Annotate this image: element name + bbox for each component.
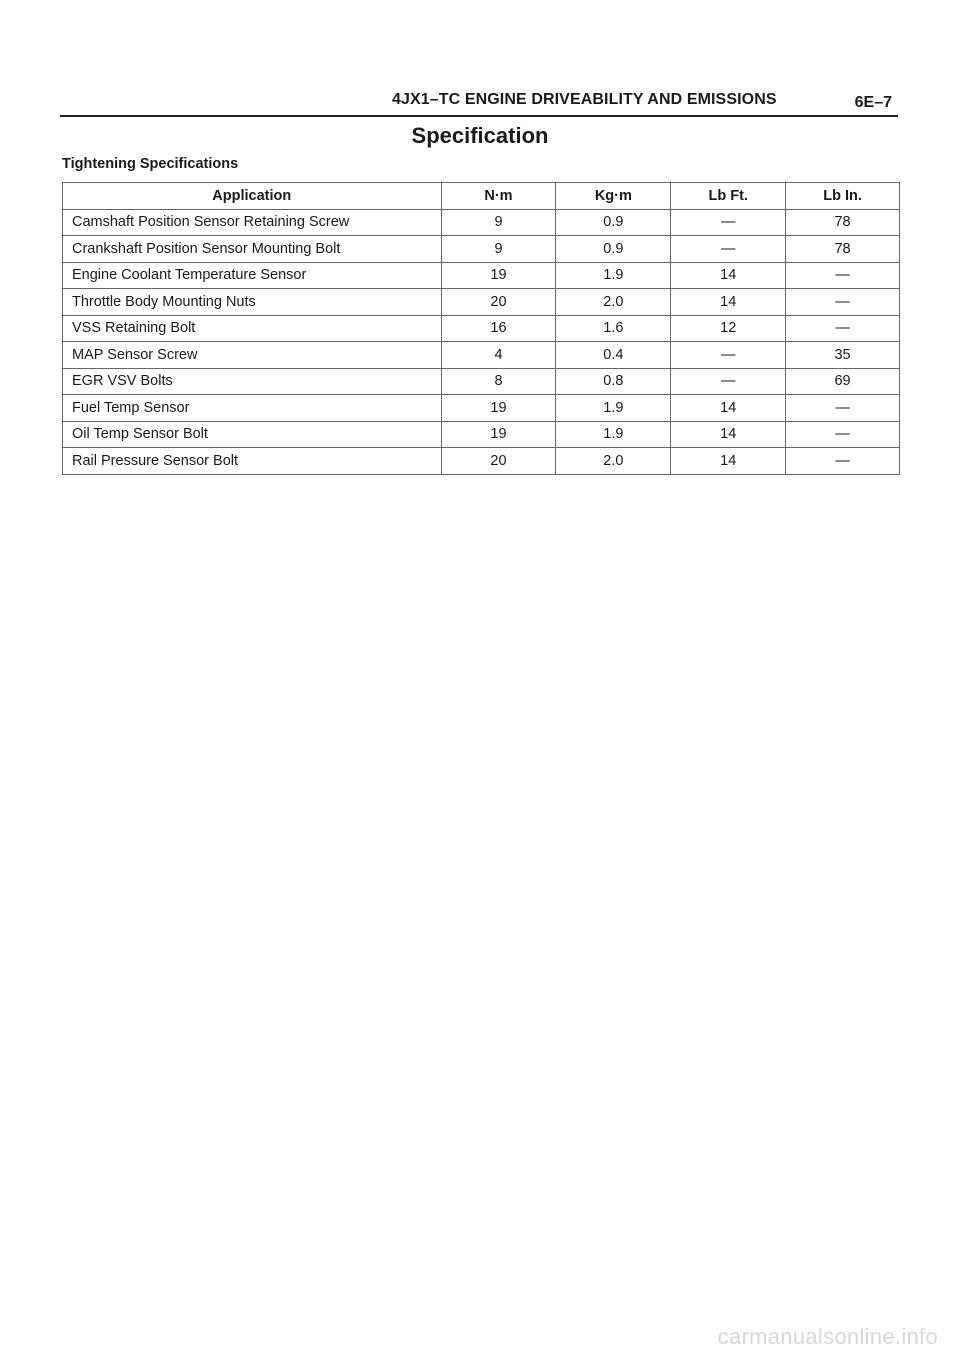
cell-application: Fuel Temp Sensor xyxy=(63,395,442,422)
running-title: 4JX1–TC ENGINE DRIVEABILITY AND EMISSIONS xyxy=(392,91,777,108)
cell-kgm: 0.8 xyxy=(556,368,671,395)
cell-application: VSS Retaining Bolt xyxy=(63,315,442,342)
table-row xyxy=(63,342,900,369)
cell-kgm: 0.9 xyxy=(556,236,671,263)
table-row xyxy=(63,315,900,342)
section-title: Specification xyxy=(411,123,549,148)
cell-application: Crankshaft Position Sensor Mounting Bolt xyxy=(63,236,442,263)
column-header-lb-ft: Lb Ft. xyxy=(671,183,786,210)
table-row xyxy=(63,395,900,422)
table-row xyxy=(63,289,900,316)
column-header-kgm: Kg·m xyxy=(556,183,671,210)
cell-lb-in: — xyxy=(786,448,900,475)
cell-lb-in: — xyxy=(786,421,900,448)
cell-lb-ft: 12 xyxy=(671,315,786,342)
cell-kgm: 1.9 xyxy=(556,421,671,448)
cell-kgm: 0.9 xyxy=(556,209,671,236)
cell-nm: 8 xyxy=(441,368,556,395)
cell-nm: 19 xyxy=(441,262,556,289)
cell-lb-in: 69 xyxy=(786,368,900,395)
page-number: 6E–7 xyxy=(854,94,892,111)
cell-application: MAP Sensor Screw xyxy=(63,342,442,369)
cell-lb-ft: — xyxy=(671,368,786,395)
cell-lb-ft: 14 xyxy=(671,395,786,422)
cell-lb-ft: 14 xyxy=(671,262,786,289)
running-header xyxy=(60,88,898,116)
cell-nm: 19 xyxy=(441,395,556,422)
cell-lb-ft: 14 xyxy=(671,289,786,316)
cell-nm: 19 xyxy=(441,421,556,448)
cell-nm: 16 xyxy=(441,315,556,342)
cell-application: Engine Coolant Temperature Sensor xyxy=(63,262,442,289)
cell-nm: 9 xyxy=(441,236,556,263)
cell-nm: 20 xyxy=(441,448,556,475)
table-row xyxy=(63,209,900,236)
table-row xyxy=(63,236,900,263)
cell-application: Rail Pressure Sensor Bolt xyxy=(63,448,442,475)
cell-kgm: 1.6 xyxy=(556,315,671,342)
cell-application: EGR VSV Bolts xyxy=(63,368,442,395)
column-header-application: Application xyxy=(63,183,442,210)
cell-lb-in: — xyxy=(786,289,900,316)
cell-lb-in: — xyxy=(786,315,900,342)
cell-kgm: 1.9 xyxy=(556,262,671,289)
cell-lb-ft: — xyxy=(671,209,786,236)
cell-application: Camshaft Position Sensor Retaining Screw xyxy=(63,209,442,236)
watermark-text: carmanualsonline.info xyxy=(717,1324,938,1349)
table-row xyxy=(63,448,900,475)
cell-nm: 9 xyxy=(441,209,556,236)
column-header-nm: N·m xyxy=(441,183,556,210)
table-row xyxy=(63,421,900,448)
cell-kgm: 0.4 xyxy=(556,342,671,369)
cell-kgm: 1.9 xyxy=(556,395,671,422)
cell-application: Oil Temp Sensor Bolt xyxy=(63,421,442,448)
cell-lb-ft: — xyxy=(671,342,786,369)
cell-lb-in: — xyxy=(786,395,900,422)
cell-lb-in: 78 xyxy=(786,236,900,263)
subsection-title: Tightening Specifications xyxy=(62,156,239,172)
cell-kgm: 2.0 xyxy=(556,448,671,475)
cell-lb-in: — xyxy=(786,262,900,289)
cell-lb-ft: — xyxy=(671,236,786,263)
table-row xyxy=(63,262,900,289)
cell-lb-in: 78 xyxy=(786,209,900,236)
cell-lb-in: 35 xyxy=(786,342,900,369)
cell-kgm: 2.0 xyxy=(556,289,671,316)
cell-nm: 4 xyxy=(441,342,556,369)
cell-nm: 20 xyxy=(441,289,556,316)
column-header-lb-in: Lb In. xyxy=(786,183,900,210)
table-row xyxy=(63,368,900,395)
header-rule xyxy=(60,115,898,117)
cell-lb-ft: 14 xyxy=(671,448,786,475)
cell-lb-ft: 14 xyxy=(671,421,786,448)
tightening-specifications-table xyxy=(62,182,900,475)
table-header-row xyxy=(63,183,900,210)
cell-application: Throttle Body Mounting Nuts xyxy=(63,289,442,316)
